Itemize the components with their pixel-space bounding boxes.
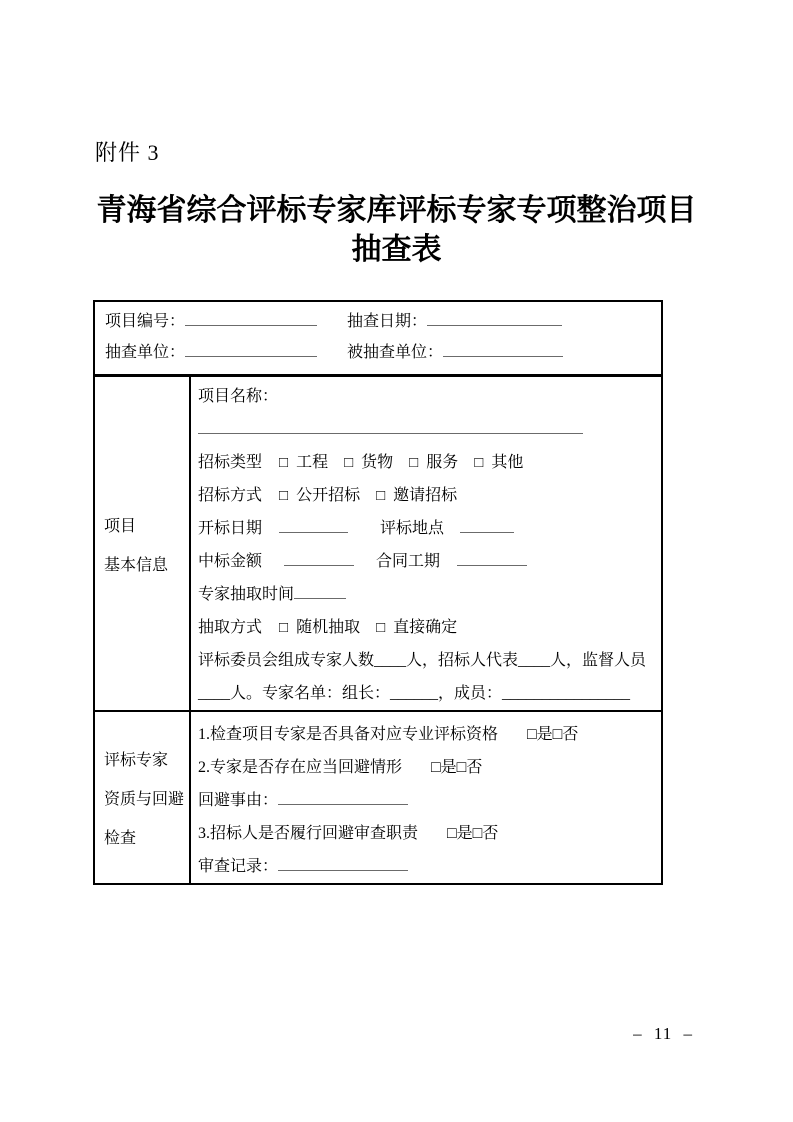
section-label-project-info: [95, 377, 191, 710]
bid-method-option: 公开招标: [296, 487, 361, 504]
committee-line-2: ____人。专家名单：组长：______，成员：________________: [198, 685, 631, 702]
expert-draw-time-blank: [294, 584, 346, 599]
project-basic-info-row: [95, 377, 661, 712]
section-label-line: 资质与回避: [104, 791, 185, 808]
section-label-line: 检查: [104, 830, 137, 847]
question-2-text: 2.专家是否存在应当回避情形: [198, 759, 403, 776]
question-2-options: □是□否: [431, 759, 483, 776]
open-date-blank: [279, 518, 348, 533]
bid-type-option: 其他: [491, 454, 524, 471]
draw-method-option: 随机抽取: [296, 619, 361, 636]
draw-method-option: 直接确定: [393, 619, 458, 636]
project-basic-info-cell: [191, 377, 661, 710]
question-3-options: □是□否: [447, 825, 499, 842]
checked-unit-blank: [443, 342, 563, 357]
expert-draw-time-label: 专家抽取时间: [198, 586, 295, 603]
project-number-label: 项目编号：: [105, 313, 186, 330]
project-number-blank: [185, 311, 317, 326]
open-date-line: [198, 512, 661, 545]
project-name-label: 项目名称：: [198, 388, 279, 405]
checkbox-icon: □: [409, 455, 419, 471]
project-name-line: [198, 380, 661, 413]
avoid-reason-line: [198, 784, 661, 817]
checked-unit-label: 被抽查单位：: [347, 344, 444, 361]
section-label-line: 基本信息: [104, 556, 169, 574]
avoid-reason-blank: [278, 790, 408, 805]
project-name-blank: [198, 419, 583, 434]
section-label-line: 项目: [104, 517, 137, 535]
bid-type-option: 货物: [361, 454, 394, 471]
review-record-label: 审查记录：: [198, 858, 279, 875]
draw-method-label: 抽取方式: [198, 619, 263, 636]
check-unit-label: 抽查单位：: [105, 344, 186, 361]
award-amount-blank: [284, 551, 354, 566]
review-record-blank: [278, 856, 408, 871]
eval-place-label: 评标地点: [380, 520, 445, 537]
question-2-line: [198, 751, 661, 784]
project-name-blank-line: [198, 413, 661, 446]
bid-type-option: 工程: [296, 454, 329, 471]
page-number: – 11 –: [633, 1024, 693, 1043]
contract-period-blank: [457, 551, 527, 566]
bid-type-option: 服务: [426, 454, 459, 471]
document-title-line2: 抽查表: [351, 233, 442, 266]
checkbox-icon: □: [474, 455, 484, 471]
check-date-blank: [427, 311, 562, 326]
header-line-2: [105, 337, 661, 368]
bid-type-label: 招标类型: [198, 454, 263, 471]
check-date-label: 抽查日期：: [347, 313, 428, 330]
question-1-line: [198, 718, 661, 751]
checkbox-icon: □: [344, 455, 354, 471]
expert-check-cell: [191, 712, 661, 883]
draw-method-line: [198, 611, 661, 644]
open-date-label: 开标日期: [198, 520, 263, 537]
document-title: [0, 191, 793, 269]
question-3-line: [198, 817, 661, 850]
bid-method-option: 邀请招标: [393, 487, 458, 504]
inspection-form-table: [93, 300, 663, 885]
document-title-line1: 青海省综合评标专家库评标专家专项整治项目: [96, 194, 697, 227]
form-header-row: [95, 302, 661, 377]
checkbox-icon: □: [376, 488, 386, 504]
checkbox-icon: □: [279, 455, 289, 471]
expert-check-row: [95, 712, 661, 883]
bid-method-label: 招标方式: [198, 487, 263, 504]
check-unit-blank: [185, 342, 317, 357]
avoid-reason-label: 回避事由：: [198, 792, 279, 809]
committee-line-1: 评标委员会组成专家人数____人，招标人代表____人，监督人员: [198, 652, 647, 669]
eval-place-blank: [460, 518, 514, 533]
header-line-1: [105, 306, 661, 337]
checkbox-icon: □: [279, 620, 289, 636]
review-record-line: [198, 850, 661, 883]
section-label-expert-check: [95, 712, 191, 883]
question-3-text: 3.招标人是否履行回避审查职责: [198, 825, 419, 842]
question-1-text: 1.检查项目专家是否具备对应专业评标资格: [198, 726, 499, 743]
award-amount-label: 中标金额: [198, 553, 263, 570]
question-1-options: □是□否: [527, 726, 579, 743]
expert-draw-time-line: [198, 578, 661, 611]
checkbox-icon: □: [376, 620, 386, 636]
bid-type-line: [198, 446, 661, 479]
section-label-line: 评标专家: [104, 752, 169, 769]
checkbox-icon: □: [279, 488, 289, 504]
contract-period-label: 合同工期: [376, 553, 441, 570]
award-amount-line: [198, 545, 661, 578]
attachment-label: 附件 3: [95, 140, 160, 165]
bid-method-line: [198, 479, 661, 512]
